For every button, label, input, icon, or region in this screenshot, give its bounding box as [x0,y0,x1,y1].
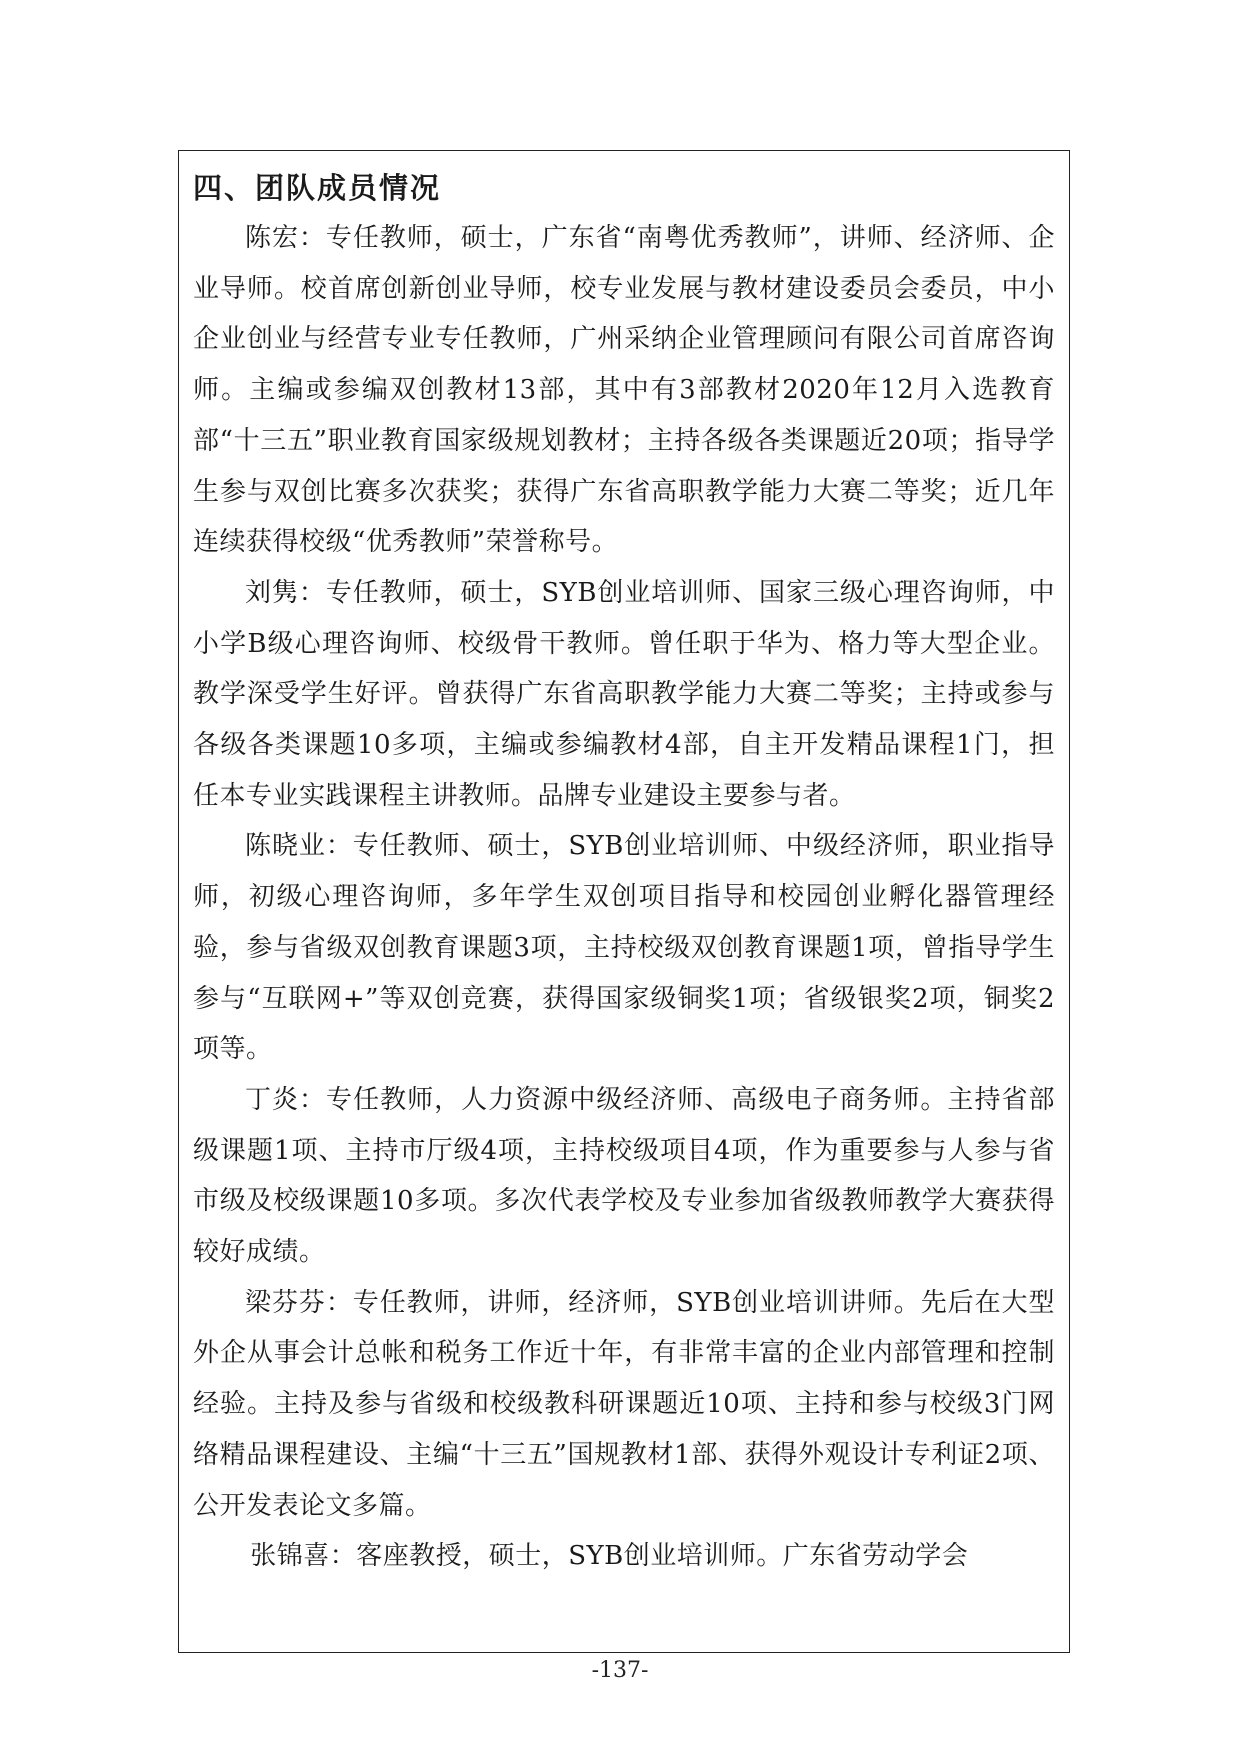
section-title: 四、团队成员情况 [193,171,442,205]
page-number: -137- [591,1658,649,1683]
paragraph-chen-hong: 陈宏：专任教师，硕士，广东省“南粤优秀教师”，讲师、经济师、企业导师。校首席创新创业导师，校专业发展与教材建设委员会委员，中小企业创业与经营专业专任教师，广州采纳企业管理顾问有限公司首席咨询师。主编或参编双创教材13部，其中有3部教材2020年12月入选教育部“十三五”职业教育国家级规划教材；主持各级各类课题近20项；指导学生参与双创比赛多次获奖；获得广东省高职教学能力大赛二等奖；近几年连续获得校级“优秀教师”荣誉称号。 [193,223,1055,558]
paragraph-zhang-jinxi: 张锦喜：客座教授，硕士，SYB创业培训师。广东省劳动学会 [250,1541,969,1572]
content-frame [178,150,1070,1653]
paragraph-liu-jun: 刘隽：专任教师，硕士，SYB创业培训师、国家三级心理咨询师，中小学B级心理咨询师、校级骨干教师。曾任职于华为、格力等大型企业。教学深受学生好评。曾获得广东省高职教学能力大赛二等奖；主持或参与各级各类课题10多项，主编或参编教材4部，自主开发精品课程1门，担任本专业实践课程主讲教师。品牌专业建设主要参与者。 [193,577,1055,811]
paragraph-ding-yan: 丁炎：专任教师，人力资源中级经济师、高级电子商务师。主持省部级课题1项、主持市厅级4项，主持校级项目4项，作为重要参与人参与省市级及校级课题10多项。多次代表学校及专业参加省级教师教学大赛获得较好成绩。 [193,1084,1055,1268]
paragraph-chen-xiaoye: 陈晓业：专任教师、硕士，SYB创业培训师、中级经济师，职业指导师，初级心理咨询师，多年学生双创项目指导和校园创业孵化器管理经验，参与省级双创教育课题3项，主持校级双创教育课题1项，曾指导学生参与“互联网+”等双创竞赛，获得国家级铜奖1项；省级银奖2项，铜奖2项等。 [193,831,1055,1065]
paragraph-liang-fenfen: 梁芬芬：专任教师，讲师，经济师，SYB创业培训讲师。先后在大型外企从事会计总帐和税务工作近十年，有非常丰富的企业内部管理和控制经验。主持及参与省级和校级教科研课题近10项、主持和参与校级3门网络精品课程建设、主编“十三五”国规教材1部、获得外观设计专利证2项、公开发表论文多篇。 [193,1287,1055,1521]
document-body [193,163,1055,1582]
